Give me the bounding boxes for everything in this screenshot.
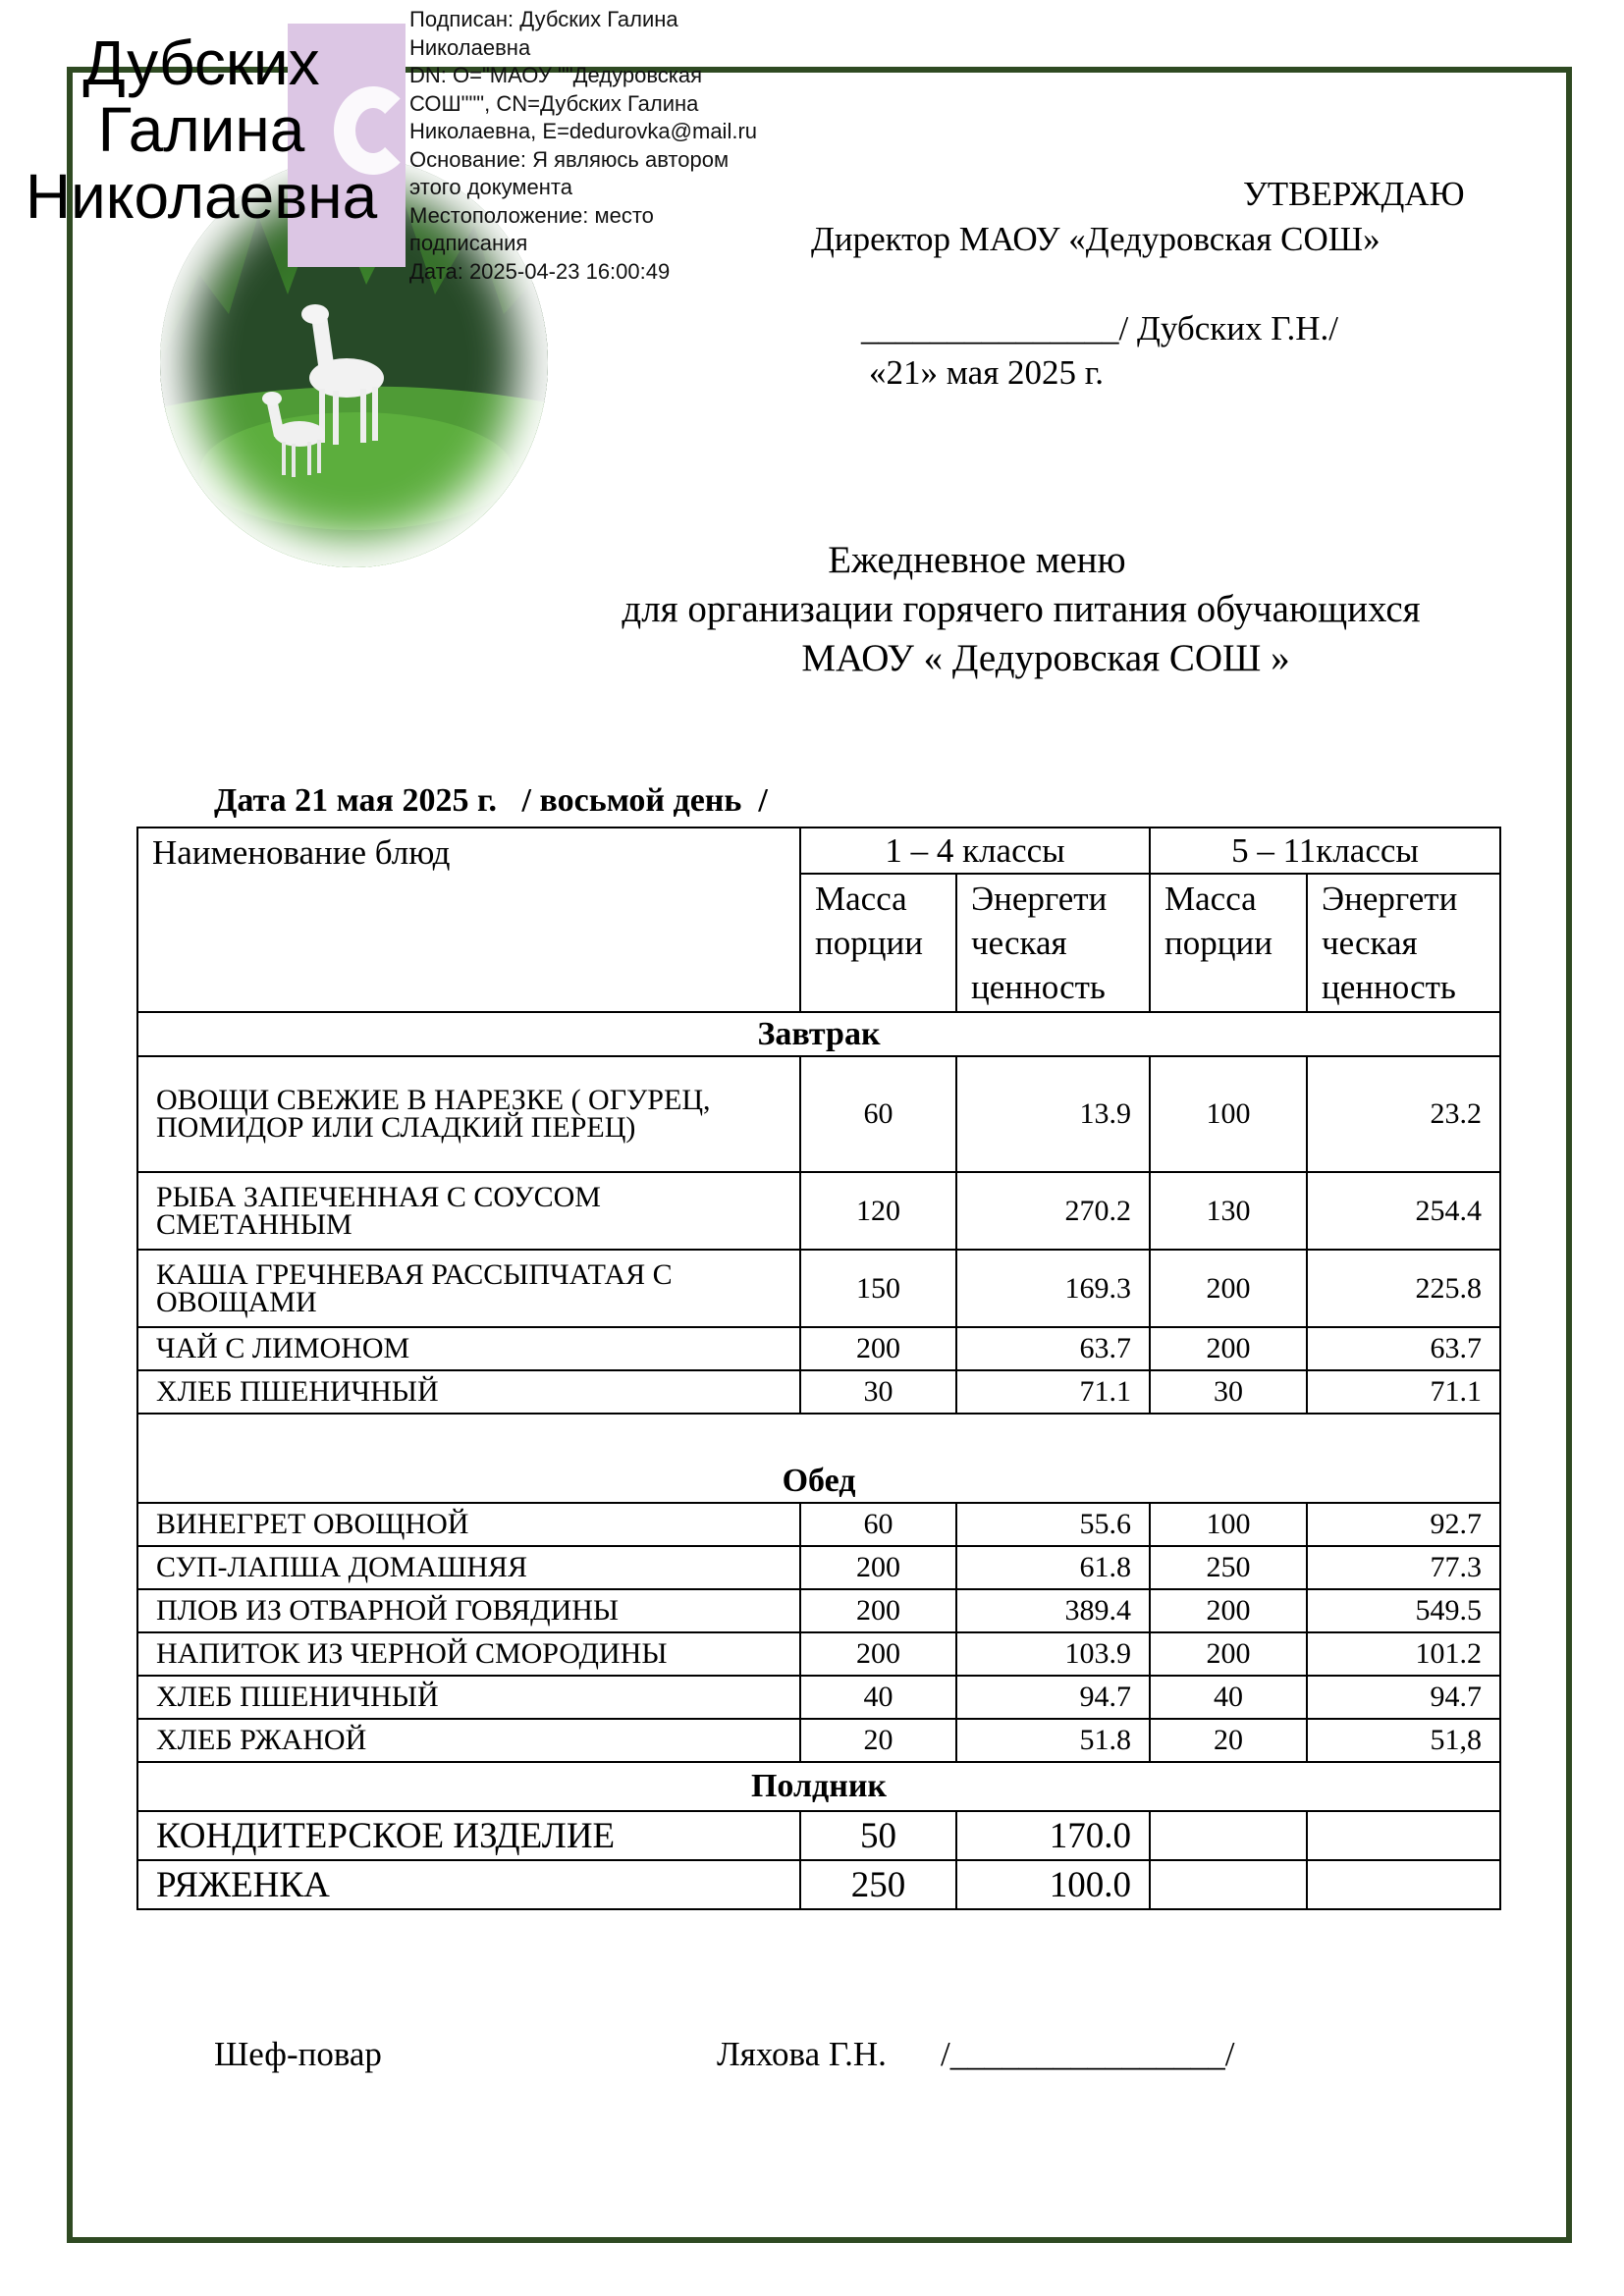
mass-5-11: 200 [1150,1632,1307,1676]
energy-1-4: 61.8 [956,1546,1150,1589]
mass-5-11: 100 [1150,1056,1307,1172]
energy-5-11: 71.1 [1307,1370,1500,1414]
title-line-1: Ежедневное меню [828,539,1126,581]
mass-1-4: 40 [800,1676,956,1719]
approval-signature-line: _______________/ Дубских Г.Н./ [861,309,1339,347]
table-row [137,1860,1500,1909]
approval-position: Директор МАОУ «Дедуровская СОШ» [811,220,1380,258]
mass-5-11: 200 [1150,1250,1307,1327]
table-row [137,1327,1500,1370]
table-row [137,1589,1500,1632]
dish-name: КОНДИТЕРСКОЕ ИЗДЕЛИЕ [137,1811,800,1860]
dish-name: НАПИТОК ИЗ ЧЕРНОЙ СМОРОДИНЫ [137,1632,800,1676]
table-row [137,1056,1500,1172]
energy-1-4: 103.9 [956,1632,1150,1676]
mass-5-11: 250 [1150,1546,1307,1589]
mass-5-11: 40 [1150,1676,1307,1719]
header-mass: Масса порции [800,874,956,1012]
mass-1-4: 200 [800,1632,956,1676]
energy-5-11: 92.7 [1307,1503,1500,1546]
energy-5-11: 101.2 [1307,1632,1500,1676]
table-row [137,1719,1500,1762]
footer-name: Ляхова Г.Н. [717,2035,887,2073]
energy-5-11: 225.8 [1307,1250,1500,1327]
energy-1-4: 55.6 [956,1503,1150,1546]
energy-5-11: 51,8 [1307,1719,1500,1762]
mass-5-11: 200 [1150,1327,1307,1370]
energy-1-4: 170.0 [956,1811,1150,1860]
energy-1-4: 63.7 [956,1327,1150,1370]
section-breakfast: Завтрак [137,1012,1500,1056]
mass-1-4: 30 [800,1370,956,1414]
energy-1-4: 94.7 [956,1676,1150,1719]
header-group-5-11: 5 – 11классы [1150,828,1500,874]
mass-5-11: 200 [1150,1589,1307,1632]
signature-detail-line: СОШ""", CN=Дубских Галина [409,90,699,116]
mass-1-4: 200 [800,1589,956,1632]
energy-1-4: 100.0 [956,1860,1150,1909]
mass-5-11: 100 [1150,1503,1307,1546]
mass-5-11: 20 [1150,1719,1307,1762]
table-row [137,1811,1500,1860]
signature-detail-line: Николаевна [409,34,531,60]
header-energy: Энергети ческая ценность [956,874,1150,1012]
signature-detail-line: DN: O="МАОУ ""Дедуровская [409,63,703,87]
header-group-1-4: 1 – 4 классы [800,828,1150,874]
header-energy: Энергети ческая ценность [1307,874,1500,1012]
energy-5-11: 94.7 [1307,1676,1500,1719]
title-line-2: для организации горячего питания обучающихся [622,588,1421,630]
dish-name: ОВОЩИ СВЕЖИЕ В НАРЕЗКЕ ( ОГУРЕЦ, ПОМИДОР ИЛИ СЛАДКИЙ ПЕРЕЦ) [137,1056,800,1172]
energy-1-4: 51.8 [956,1719,1150,1762]
energy-5-11: 549.5 [1307,1589,1500,1632]
mass-1-4: 200 [800,1327,956,1370]
header-mass: Масса порции [1150,874,1307,1012]
signature-detail-line: подписания [409,231,528,255]
footer-signature-line: /________________/ [941,2035,1235,2073]
mass-1-4: 120 [800,1172,956,1250]
signature-detail-line: Николаевна, E=dedurovka@mail.ru [409,119,758,143]
signature-detail-line: этого документа [409,175,572,199]
mass-5-11: 130 [1150,1172,1307,1250]
dish-name: ПЛОВ ИЗ ОТВАРНОЙ ГОВЯДИНЫ [137,1589,800,1632]
mass-1-4: 20 [800,1719,956,1762]
signature-detail-line: Дата: 2025-04-23 16:00:49 [409,258,671,284]
approval-date: «21» мая 2025 г. [869,353,1104,392]
energy-1-4: 389.4 [956,1589,1150,1632]
menu-date: Дата 21 мая 2025 г. / восьмой день / [214,782,768,819]
document-title [550,536,1492,683]
signer-name-line: Галина [97,94,305,165]
approval-heading: УТВЕРЖДАЮ [1243,175,1465,213]
dish-name: ВИНЕГРЕТ ОВОЩНОЙ [137,1503,800,1546]
energy-1-4: 270.2 [956,1172,1150,1250]
dish-name: ЧАЙ С ЛИМОНОМ [137,1327,800,1370]
dish-name: ХЛЕБ ПШЕНИЧНЫЙ [137,1370,800,1414]
mass-5-11: 30 [1150,1370,1307,1414]
energy-5-11 [1307,1860,1500,1909]
energy-5-11: 254.4 [1307,1172,1500,1250]
signature-detail-line: Основание: Я являюсь автором [409,146,730,172]
table-row [137,1503,1500,1546]
dish-name: РЯЖЕНКА [137,1860,800,1909]
mass-5-11 [1150,1860,1307,1909]
mass-1-4: 150 [800,1250,956,1327]
signer-name-line: Николаевна [25,161,378,232]
dish-name: РЫБА ЗАПЕЧЕННАЯ С СОУСОМ СМЕТАННЫМ [137,1172,800,1250]
table-row [137,1250,1500,1327]
dish-name: ХЛЕБ РЖАНОЙ [137,1719,800,1762]
footer-role: Шеф-повар [214,2035,382,2073]
energy-1-4: 169.3 [956,1250,1150,1327]
table-row [137,1546,1500,1589]
title-line-3: МАОУ « Дедуровская СОШ » [801,637,1290,679]
energy-5-11: 23.2 [1307,1056,1500,1172]
dish-name: КАША ГРЕЧНЕВАЯ РАССЫПЧАТАЯ С ОВОЩАМИ [137,1250,800,1327]
mass-1-4: 250 [800,1860,956,1909]
table-row [137,1676,1500,1719]
dish-name: ХЛЕБ ПШЕНИЧНЫЙ [137,1676,800,1719]
mass-5-11 [1150,1811,1307,1860]
table-row [137,1370,1500,1414]
energy-1-4: 13.9 [956,1056,1150,1172]
signature-detail-line: Подписан: Дубских Галина [409,7,678,31]
energy-5-11: 77.3 [1307,1546,1500,1589]
mass-1-4: 60 [800,1503,956,1546]
table-row [137,1632,1500,1676]
dish-name: СУП-ЛАПША ДОМАШНЯЯ [137,1546,800,1589]
table-row [137,1172,1500,1250]
energy-5-11 [1307,1811,1500,1860]
energy-1-4: 71.1 [956,1370,1150,1414]
section-snack: Полдник [137,1762,1500,1811]
signer-name-line: Дубских [82,27,320,98]
energy-5-11: 63.7 [1307,1327,1500,1370]
signer-name [0,29,403,230]
section-lunch: Обед [137,1414,1500,1503]
signature-details [409,6,841,286]
menu-table [136,827,1501,1910]
mass-1-4: 50 [800,1811,956,1860]
mass-1-4: 200 [800,1546,956,1589]
mass-1-4: 60 [800,1056,956,1172]
header-dish-name: Наименование блюд [137,828,800,1012]
signature-detail-line: Местоположение: место [409,202,654,228]
